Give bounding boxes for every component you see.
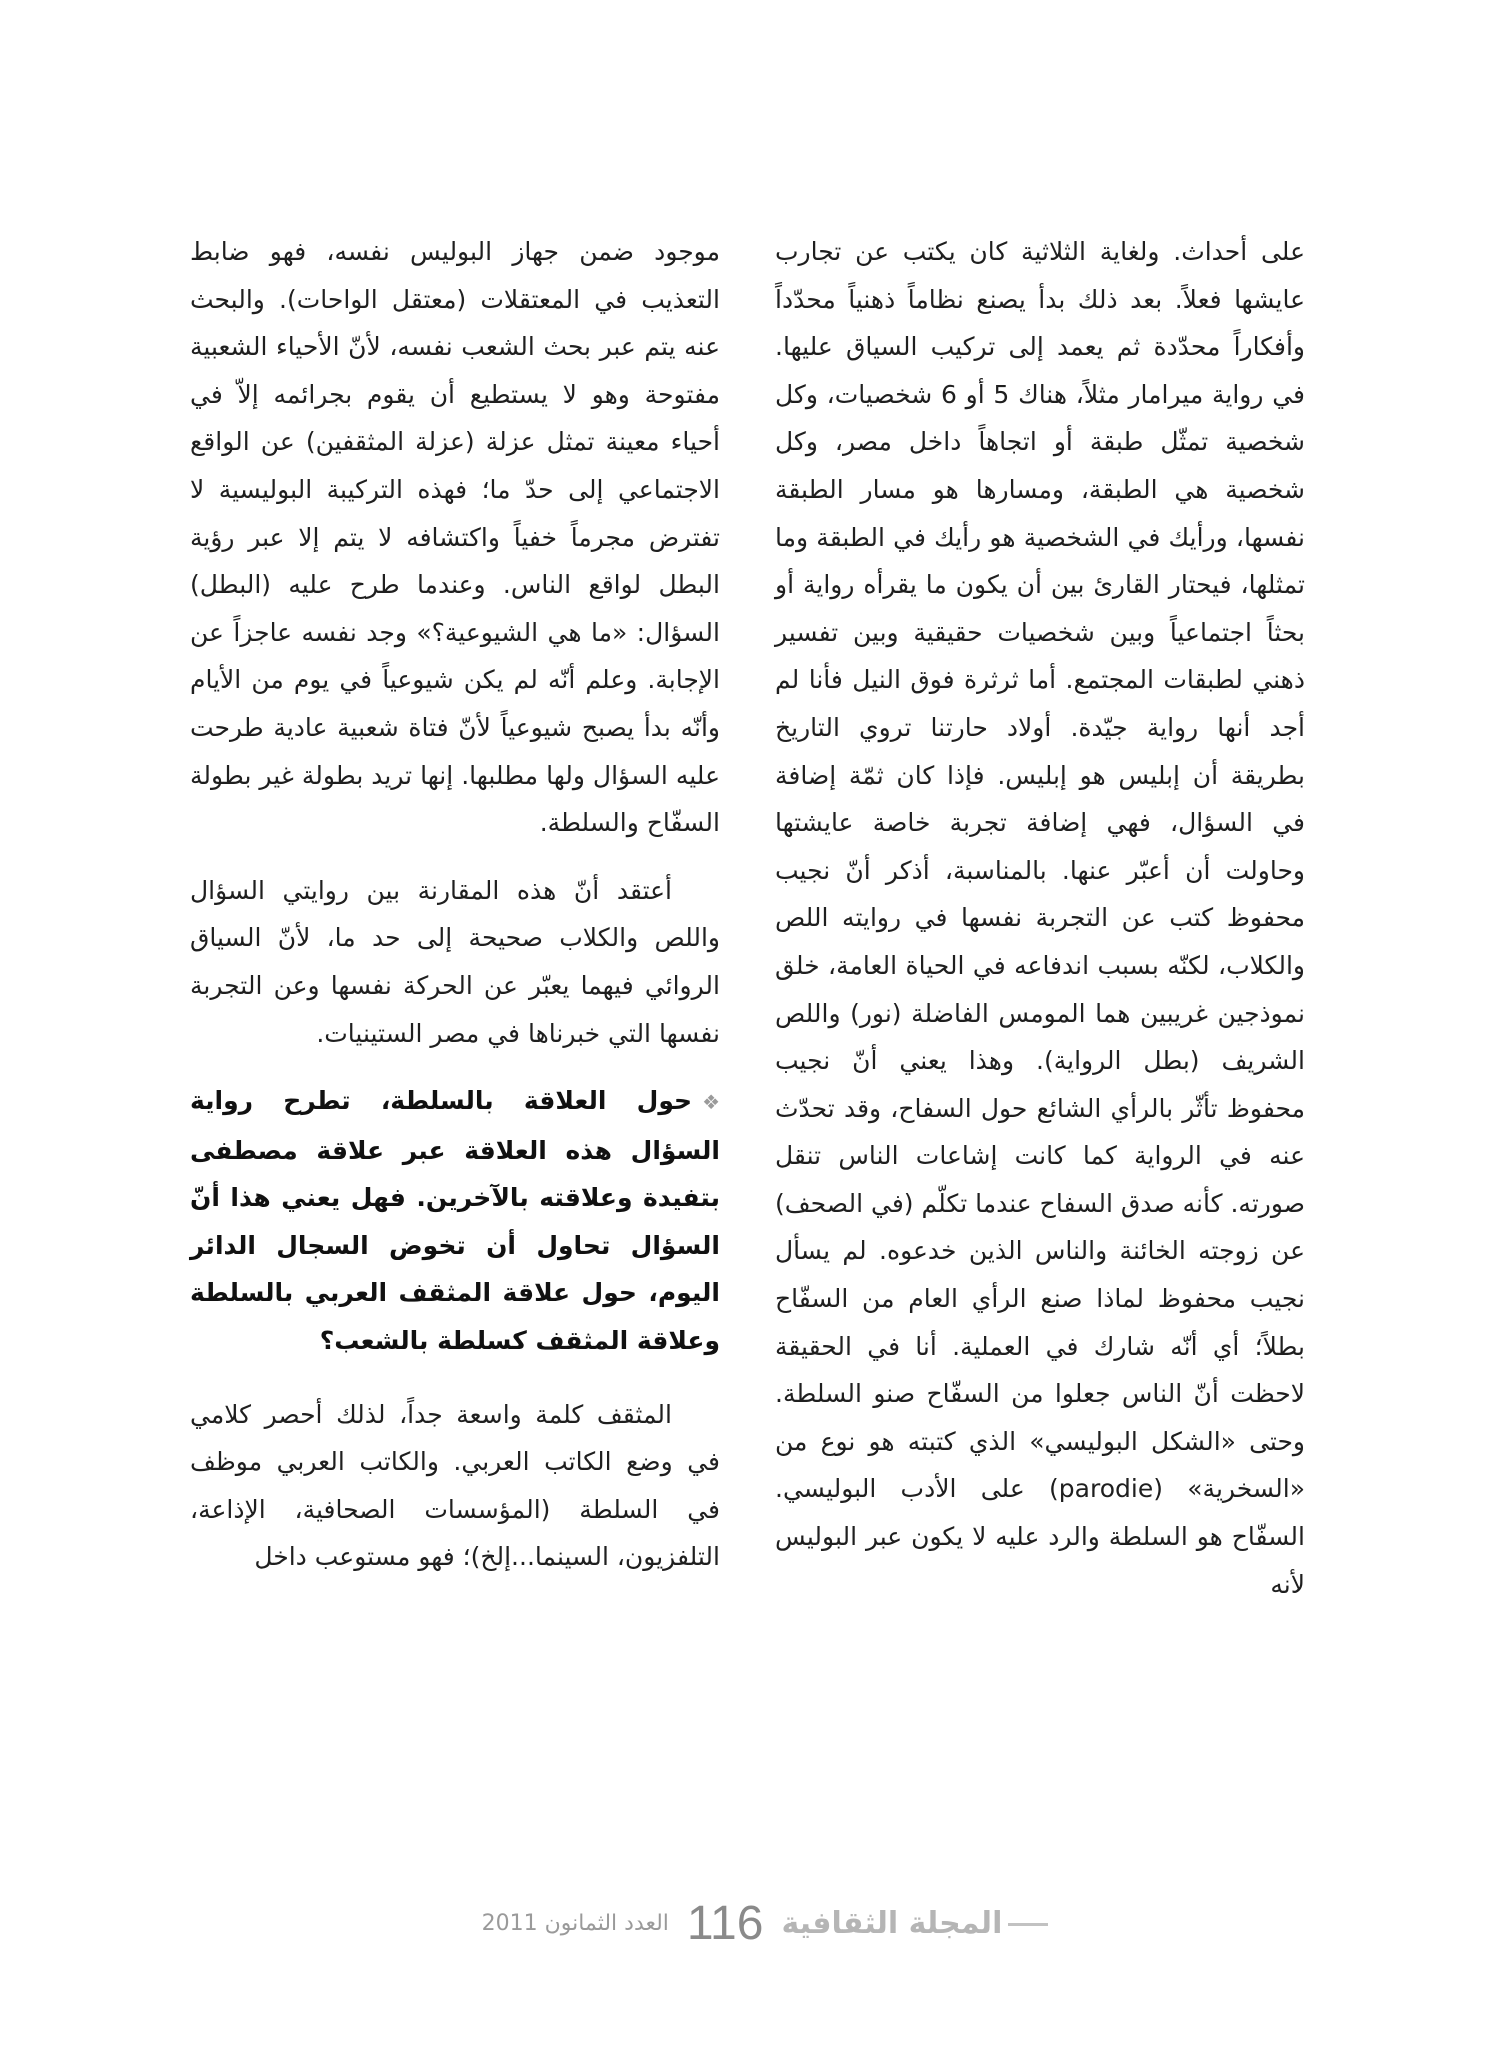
page-footer <box>430 1888 1100 1958</box>
paragraph: موجود ضمن جهاز البوليس نفسه، فهو ضابط التعذيب في المعتقلات (معتقل الواحات). والبحث عنه يتم عبر بحث الشعب نفسه، لأنّ الأحياء الشعبية مفتوحة وهو لا يستطيع أن يقوم بجرائمه إلاّ في أحياء معينة تمثل عزلة (عزلة المثقفين) عن الواقع الاجتماعي إلى حدّ ما؛ فهذه التركيبة البوليسية لا تفترض مجرماً خفياً واكتشافه لا يتم إلا عبر رؤية البطل لواقع الناس. وعندما طرح عليه (البطل) السؤال: «ما هي الشيوعية؟» وجد نفسه عاجزاً عن الإجابة. وعلم أنّه لم يكن شيوعياً في يوم من الأيام وأنّه بدأ يصبح شيوعياً لأنّ فتاة شعبية عادية طرحت عليه السؤال ولها مطلبها. إنها تريد بطولة غير بطولة السفّاح والسلطة. <box>190 237 720 838</box>
paragraph: المثقف كلمة واسعة جداً، لذلك أحصر كلامي في وضع الكاتب العربي. والكاتب العربي موظف في السلطة (المؤسسات الصحافية، الإذاعة، التلفزيون، السينما...إلخ)؛ فهو مستوعب داخل <box>190 1399 720 1572</box>
interview-question <box>190 1077 720 1365</box>
diamond-bullet-icon: ❖ <box>702 1090 720 1115</box>
text-column-right <box>775 228 1305 1608</box>
brand-decoration <box>1008 1923 1048 1926</box>
text-column-left <box>190 228 720 1581</box>
magazine-title: المجلة الثقافية <box>781 1905 1003 1941</box>
issue-label: العدد الثمانون 2011 <box>481 1910 669 1936</box>
page-number: 116 <box>686 1896 764 1950</box>
paragraph: أعتقد أنّ هذه المقارنة بين روايتي السؤال واللص والكلاب صحيحة إلى حد ما، لأنّ السياق الروائي فيهما يعبّر عن الحركة نفسها وعن التجربة نفسها التي خبرناها في مصر الستينيات. <box>190 875 720 1048</box>
interview-question-text: حول العلاقة بالسلطة، تطرح رواية السؤال هذه العلاقة عبر علاقة مصطفى بتفيدة وعلاقته بالآخرين. فهل يعني هذا أنّ السؤال تحاول أن تخوض السجال الدائر اليوم، حول علاقة المثقف العربي بالسلطة وعلاقة المثقف كسلطة بالشعب؟ <box>190 1086 720 1356</box>
paragraph: على أحداث. ولغاية الثلاثية كان يكتب عن تجارب عايشها فعلاً. بعد ذلك بدأ يصنع نظاماً ذهنياً محدّداً وأفكاراً محدّدة ثم يعمد إلى تركيب السياق عليها. في رواية ميرامار مثلاً، هناك 5 أو 6 شخصيات، وكل شخصية تمثّل طبقة أو اتجاهاً داخل مصر، وكل شخصية هي الطبقة، ومسارها هو مسار الطبقة نفسها، ورأيك في الشخصية هو رأيك في الطبقة وما تمثلها، فيحتار القارئ بين أن يكون ما يقرأه رواية أو بحثاً اجتماعياً وبين شخصيات حقيقية وبين تفسير ذهني لطبقات المجتمع. أما ثرثرة فوق النيل فأنا لم أجد أنها رواية جيّدة. أولاد حارتنا تروي التاريخ بطريقة أن إبليس هو إبليس. فإذا كان ثمّة إضافة في السؤال، فهي إضافة تجربة خاصة عايشتها وحاولت أن أعبّر عنها. بالمناسبة، أذكر أنّ نجيب محفوظ كتب عن التجربة نفسها في روايته اللص والكلاب، لكنّه بسبب اندفاعه في الحياة العامة، خلق نموذجين غريبين هما المومس الفاضلة (نور) واللص الشريف (بطل الرواية). وهذا يعني أنّ نجيب محفوظ تأثّر بالرأي الشائع حول السفاح، وقد تحدّث عنه في الرواية كما كانت إشاعات الناس تنقل صورته. كأنه صدق السفاح عندما تكلّم (في الصحف) عن زوجته الخائنة والناس الذين خدعوه. لم يسأل نجيب محفوظ لماذا صنع الرأي العام من السفّاح بطلاً؛ أي أنّه شارك في العملية. أنا في الحقيقة لاحظت أنّ الناس جعلوا من السفّاح صنو السلطة. وحتى «الشكل البوليسي» الذي كتبته هو نوع من «السخرية» (parodie) على الأدب البوليسي. السفّاح هو السلطة والرد عليه لا يكون عبر البوليس لأنه <box>775 237 1306 1599</box>
magazine-brand <box>781 1906 1048 1941</box>
